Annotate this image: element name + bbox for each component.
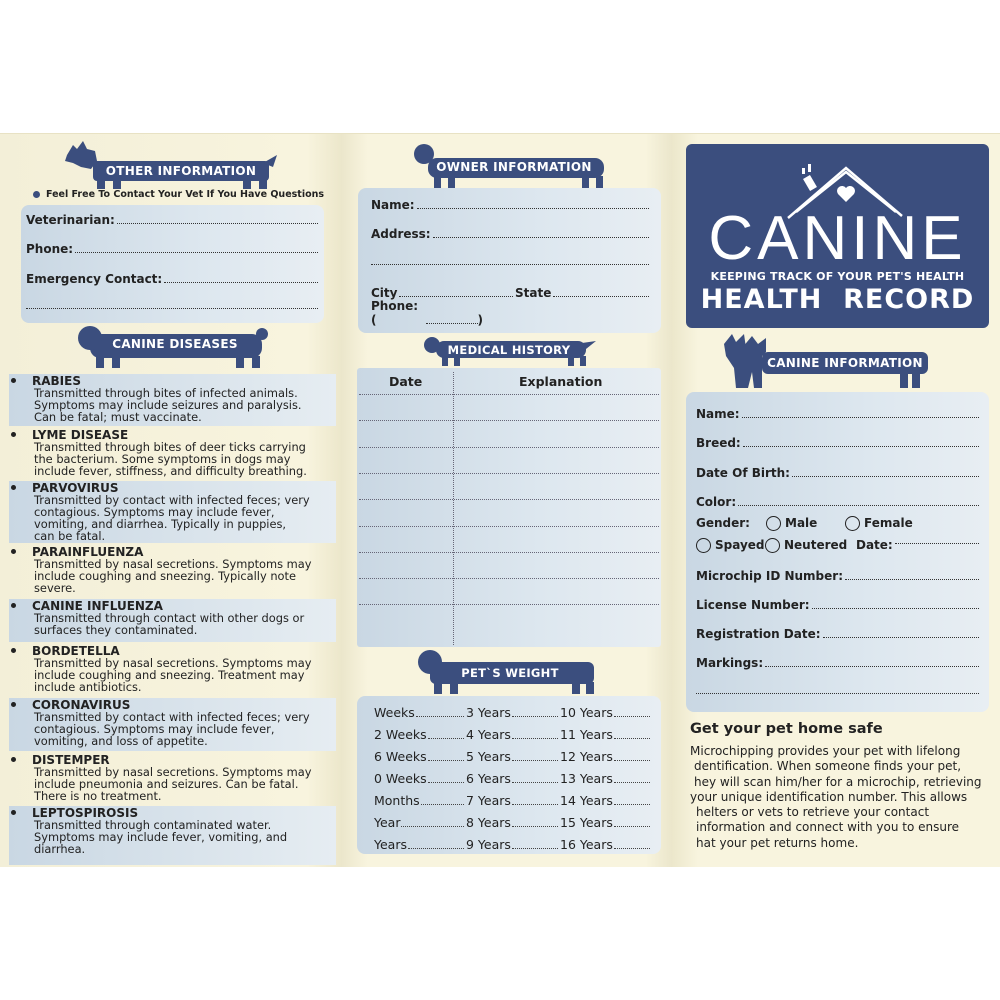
weight-label: Weeks [374, 705, 415, 720]
disease-name-text: PARAINFLUENZA [32, 544, 144, 559]
disease-name-text: CORONAVIRUS [32, 697, 131, 712]
disease-name-text: LYME DISEASE [32, 427, 129, 442]
dog-name-label: Name: [696, 407, 740, 421]
vet-phone-field[interactable] [26, 241, 318, 256]
owner-info-title: OWNER INFORMATION [436, 160, 592, 174]
safe-title: Get your pet home safe [690, 721, 883, 737]
weight-entry[interactable] [466, 815, 558, 830]
disease-description-line: Symptoms may include seizures and paralysis. [34, 398, 302, 412]
weight-entry[interactable] [560, 771, 650, 786]
breed-label: Breed: [696, 436, 741, 450]
color-field[interactable] [696, 494, 979, 509]
neutered-radio[interactable] [765, 538, 780, 553]
markings-field[interactable] [696, 655, 979, 670]
dob-field[interactable] [696, 465, 979, 480]
weight-label: 5 Years [466, 749, 511, 764]
weight-label: 6 Years [466, 771, 511, 786]
weight-label: 11 Years [560, 727, 613, 742]
right-panel [672, 134, 1000, 867]
disease-item [9, 753, 336, 804]
safe-text-line: hat your pet returns home. [696, 835, 859, 850]
male-radio[interactable] [766, 516, 781, 531]
other-info-title: OTHER INFORMATION [105, 164, 257, 178]
gender-row [696, 514, 979, 532]
history-row-line[interactable] [359, 578, 659, 579]
weight-entry[interactable] [466, 771, 558, 786]
veterinarian-label: Veterinarian: [26, 213, 115, 227]
canine-info-banner [722, 332, 932, 390]
owner-address-line2[interactable] [371, 258, 649, 268]
spay-neuter-row [696, 536, 979, 554]
markings-line2[interactable] [696, 687, 979, 697]
disease-description-line: Transmitted through bites of infected animals. [34, 386, 298, 400]
disease-description-line: Can be fatal; must vaccinate. [34, 410, 202, 424]
weight-entry[interactable] [466, 837, 558, 852]
owner-city-label: City [371, 286, 398, 300]
weight-entry[interactable] [560, 749, 650, 764]
disease-description-line: diarrhea. [34, 842, 86, 856]
history-row-line[interactable] [359, 604, 659, 605]
weight-entry[interactable] [374, 771, 464, 786]
owner-state-label: State [515, 286, 552, 300]
weight-label: 6 Weeks [374, 749, 427, 764]
color-label: Color: [696, 495, 737, 509]
safe-text-line: your unique identification number. This allows [690, 789, 968, 804]
brand-header [686, 144, 989, 328]
disease-description-line: Symptoms may include fever, vomiting, and [34, 830, 288, 844]
female-radio[interactable] [845, 516, 860, 531]
medical-history-title: MEDICAL HISTORY [447, 343, 571, 357]
weight-label: 14 Years [560, 793, 613, 808]
history-row-line[interactable] [359, 552, 659, 553]
safe-text-line: helters or vets to retrieve your contact [696, 805, 930, 820]
weight-label: 15 Years [560, 815, 613, 830]
disease-description-line: Transmitted through contaminated water. [34, 818, 272, 832]
spayed-radio[interactable] [696, 538, 711, 553]
disease-description-line: contagious. Symptoms may include fever, [34, 722, 275, 736]
canine-info-title: CANINE INFORMATION [767, 356, 923, 370]
safe-text-line: information and connect with you to ensure [696, 820, 960, 835]
disease-description-line: contagious. Symptoms may include fever, [34, 505, 275, 519]
weight-label: Months [374, 793, 420, 808]
brochure-sheet [0, 133, 1000, 866]
disease-description-line: Transmitted through bites of deer ticks carrying [34, 440, 306, 454]
safe-text [690, 744, 995, 851]
weight-label: 7 Years [466, 793, 511, 808]
history-row-line[interactable] [359, 499, 659, 500]
weight-label: 2 Weeks [374, 727, 427, 742]
disease-description-line: Transmitted by nasal secretions. Symptoms may [34, 656, 312, 670]
history-row-line[interactable] [359, 447, 659, 448]
disease-description-line: include coughing and sneezing. Treatment may [34, 668, 305, 682]
emergency-contact-label: Emergency Contact: [26, 272, 163, 286]
left-panel [0, 134, 341, 867]
disease-item [9, 599, 336, 642]
weight-entry[interactable] [466, 705, 558, 720]
weight-label: 12 Years [560, 749, 613, 764]
microchip-label: Microchip ID Number: [696, 569, 844, 583]
disease-description-line: surfaces they contaminated. [34, 623, 198, 637]
weight-entry[interactable] [374, 837, 464, 852]
owner-phone-label: Phone: ( [371, 299, 419, 327]
disease-item [9, 428, 336, 479]
weight-entry[interactable] [560, 815, 650, 830]
weight-label: Year [374, 815, 401, 830]
owner-name-label: Name: [371, 198, 415, 212]
history-explanation-header: Explanation [519, 374, 603, 389]
disease-description-line: Transmitted by nasal secretions. Symptoms may [34, 557, 312, 571]
weight-label: Years [374, 837, 407, 852]
middle-panel [341, 134, 672, 867]
owner-city-field[interactable] [371, 285, 513, 300]
owner-state-field[interactable] [515, 285, 649, 300]
other-info-banner [63, 139, 279, 189]
weight-entry[interactable] [374, 727, 464, 742]
vet-phone-label: Phone: [26, 242, 74, 256]
disease-description-line: vomiting, and diarrhea. Typically in puppies, [34, 517, 287, 531]
disease-name-text: PARVOVIRUS [32, 480, 119, 495]
history-row-line[interactable] [359, 473, 659, 474]
weight-title: PET`S WEIGHT [461, 666, 559, 680]
disease-description-line: include fever, stiffness, and difficulty breathing. [34, 464, 307, 478]
weight-label: 3 Years [466, 705, 511, 720]
disease-description-line: include pneumonia and seizures. Can be fatal. [34, 777, 299, 791]
vet-note-text: Feel Free To Contact Your Vet If You Have Questions [46, 189, 325, 200]
disease-description-line: severe. [34, 581, 76, 595]
weight-banner [416, 650, 600, 694]
disease-description-line: include antibiotics. [34, 680, 142, 694]
registration-label: Registration Date: [696, 627, 821, 641]
disease-description-line: Transmitted by contact with infected feces; very [34, 710, 310, 724]
brand-subtitle: HEALTH RECORD [700, 284, 975, 315]
owner-phone-close: ) [477, 313, 483, 327]
diseases-title: CANINE DISEASES [112, 337, 238, 351]
emergency-contact-field[interactable] [26, 271, 318, 286]
bullet-icon [33, 191, 40, 198]
dob-label: Date Of Birth: [696, 466, 790, 480]
disease-description-line: Transmitted through contact with other dogs or [34, 611, 305, 625]
history-row-line[interactable] [359, 526, 659, 527]
history-row-line[interactable] [359, 420, 659, 421]
disease-item [9, 698, 336, 751]
weight-label: 16 Years [560, 837, 613, 852]
weight-label: 0 Weeks [374, 771, 427, 786]
brand-tagline: KEEPING TRACK OF YOUR PET'S HEALTH [710, 270, 965, 283]
registration-field[interactable] [696, 626, 979, 641]
disease-description-line: There is no treatment. [34, 789, 162, 803]
emergency-contact-line2[interactable] [26, 300, 318, 312]
medical-history-banner [422, 337, 596, 367]
markings-label: Markings: [696, 656, 764, 670]
disease-description-line: Transmitted by contact with infected feces; very [34, 493, 310, 507]
gender-label: Gender: [696, 516, 750, 530]
owner-phone-field[interactable] [371, 299, 483, 327]
disease-description-line: vomiting, and loss of appetite. [34, 734, 208, 748]
history-date-header: Date [389, 374, 423, 389]
spay-date-label: Date: [856, 538, 893, 552]
disease-description-line: include coughing and sneezing. Typically note [34, 569, 296, 583]
disease-description-line: Transmitted by nasal secretions. Symptoms may [34, 765, 312, 779]
weight-entry[interactable] [374, 749, 464, 764]
weight-entry[interactable] [466, 727, 558, 742]
owner-address-label: Address: [371, 227, 431, 241]
safe-text-line: Microchipping provides your pet with lifelong [690, 744, 961, 758]
male-label: Male [785, 516, 818, 530]
neutered-label: Neutered [784, 538, 848, 552]
breed-field[interactable] [696, 435, 979, 450]
owner-address-field[interactable] [371, 226, 649, 241]
disease-item [9, 481, 336, 543]
weight-label: 10 Years [560, 705, 613, 720]
weight-entry[interactable] [374, 815, 464, 830]
safe-text-line: hey will scan him/her for a microchip, retrieving [694, 774, 982, 789]
disease-name-text: BORDETELLA [32, 643, 120, 658]
spay-date-field[interactable] [895, 543, 979, 544]
weight-entry[interactable] [466, 749, 558, 764]
disease-description-line: can be fatal. [34, 529, 106, 543]
disease-name-text: DISTEMPER [32, 752, 110, 767]
disease-description-line: the bacterium. Some symptoms in dogs may [34, 452, 291, 466]
disease-item [9, 545, 336, 597]
history-row-line[interactable] [359, 394, 659, 395]
microchip-field[interactable] [696, 568, 979, 583]
brand-title: CANINE [708, 204, 967, 273]
weight-entry[interactable] [374, 705, 464, 720]
license-label: License Number: [696, 598, 810, 612]
owner-info-banner [412, 144, 609, 188]
safe-text-line: dentification. When someone finds your pet, [694, 759, 962, 774]
disease-item [9, 806, 336, 865]
disease-item [9, 374, 336, 426]
weight-label: 9 Years [466, 837, 511, 852]
female-label: Female [864, 516, 913, 530]
weight-entry[interactable] [560, 837, 650, 852]
diseases-banner [76, 326, 269, 368]
weight-entry[interactable] [560, 727, 650, 742]
disease-item [9, 644, 336, 696]
vet-note [33, 189, 324, 200]
weight-label: 4 Years [466, 727, 511, 742]
license-field[interactable] [696, 597, 979, 612]
weight-label: 13 Years [560, 771, 613, 786]
owner-name-field[interactable] [371, 197, 649, 212]
weight-entry[interactable] [560, 705, 650, 720]
spayed-label: Spayed [715, 538, 765, 552]
dog-name-field[interactable] [696, 406, 979, 421]
disease-name-text: CANINE INFLUENZA [32, 598, 163, 613]
weight-label: 8 Years [466, 815, 511, 830]
disease-name-text: RABIES [32, 373, 81, 388]
weight-entry[interactable] [466, 793, 558, 808]
weight-entry[interactable] [560, 793, 650, 808]
disease-name-text: LEPTOSPIROSIS [32, 805, 139, 820]
veterinarian-field[interactable] [26, 212, 318, 227]
weight-entry[interactable] [374, 793, 464, 808]
